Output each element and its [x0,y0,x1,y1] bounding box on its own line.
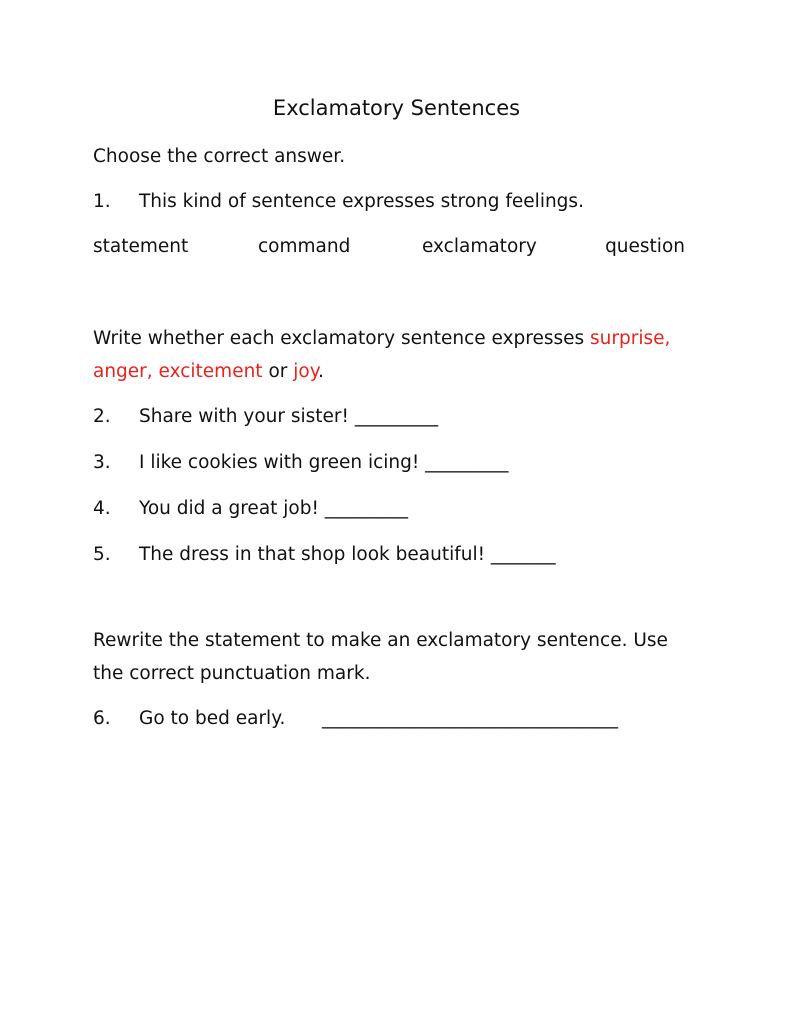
question-number: 2. [93,406,111,427]
question-2 [93,406,438,427]
instruction-write-line-2 [93,361,324,382]
question-4 [93,498,408,519]
question-text[interactable]: Share with your sister! _________ [139,406,439,427]
worksheet-title: Exclamatory Sentences [272,96,521,120]
choice-command[interactable]: command [258,236,351,257]
question-number: 1. [93,191,111,212]
question-text[interactable]: You did a great job! _________ [139,498,409,519]
instruction-choose: Choose the correct answer. [93,146,346,167]
instruction-rewrite-line-1: Rewrite the statement to make an exclamatory sentence. Use [93,630,668,651]
question-number: 6. [93,708,111,729]
question-number: 4. [93,498,111,519]
instruction-rewrite-line-2: the correct punctuation mark. [93,663,371,684]
highlight-joy: joy [293,361,319,382]
question-number: 3. [93,452,111,473]
choice-statement[interactable]: statement [93,236,189,257]
instruction-text: or [262,361,294,382]
choice-exclamatory[interactable]: exclamatory [422,236,537,257]
instruction-period: . [318,361,324,382]
question-text: This kind of sentence expresses strong feelings. [139,191,584,212]
question-text[interactable]: I like cookies with green icing! _________ [139,452,509,473]
instruction-write-line-1 [93,328,670,349]
question-text[interactable]: The dress in that shop look beautiful! _______ [139,544,556,565]
highlight-surprise: surprise, [590,328,671,349]
answer-blank-6[interactable]: ________________________________ [322,708,618,729]
question-text: Go to bed early. [139,708,286,729]
question-5 [93,544,556,565]
question-6 [93,708,285,729]
instruction-text: Write whether each exclamatory sentence expresses [93,328,591,349]
highlight-anger-excitement: anger, excitement [93,361,263,382]
question-1 [93,191,584,212]
question-3 [93,452,508,473]
question-number: 5. [93,544,111,565]
choice-question[interactable]: question [605,236,685,257]
